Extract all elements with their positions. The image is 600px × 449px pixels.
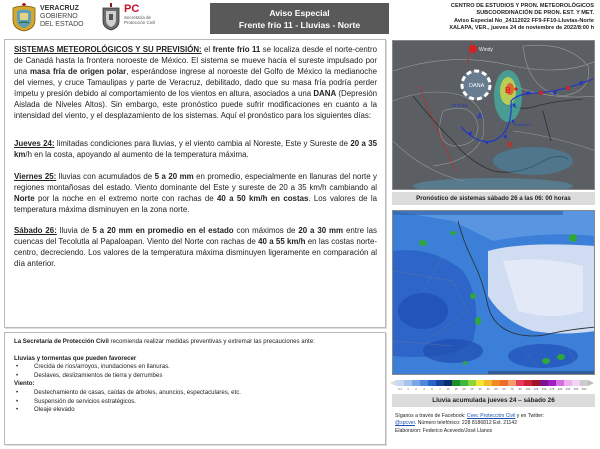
legend-swatch bbox=[580, 380, 588, 386]
synoptic-map-caption: Pronóstico de sistemas sábado 26 a las 06: 00 horas bbox=[392, 192, 595, 205]
legend-label: 2 bbox=[415, 387, 417, 391]
legend-swatch bbox=[444, 380, 452, 386]
synoptic-forecast-map bbox=[392, 40, 595, 190]
legend-label: 10 bbox=[446, 387, 450, 391]
legend-swatch bbox=[572, 380, 580, 386]
list-item: • Deslaves, deslizamientos de tierra y derrumbes bbox=[14, 372, 376, 381]
document-title: Aviso Especial Frente frío 11 - Lluvias - Norte bbox=[210, 3, 389, 34]
legend-label: 25 bbox=[470, 387, 474, 391]
forecast-friday: Viernes 25: lluvias con acumulados de 5 a 20 mm en promedio, especialmente en llanuras del norte y regiones montañosas del estado. Viento dominante del Este y sureste de 20 a 35 km/h cambiando al Norte por la noche en el extremo norte con rachas de 40 a 50 km/h en costas. Los valores de la temperatura máxima disminuyen en la zona norte. bbox=[14, 171, 378, 214]
legend-swatch bbox=[404, 380, 412, 386]
legend-swatch bbox=[540, 380, 548, 386]
list-item: • Suspensión de servicios estratégicos. bbox=[14, 398, 376, 407]
legend-swatch bbox=[564, 380, 572, 386]
legend-label: 40 bbox=[486, 387, 490, 391]
legend-swatch bbox=[460, 380, 468, 386]
synoptic-map-graphic bbox=[393, 41, 595, 190]
veracruz-logo-text: VERACRUZ GOBIERNO DEL ESTADO bbox=[40, 5, 84, 28]
legend-swatch bbox=[420, 380, 428, 386]
wind-list bbox=[14, 389, 376, 415]
legend-label: 3 bbox=[423, 387, 425, 391]
legend-swatch bbox=[428, 380, 436, 386]
legend-label: 300 bbox=[573, 387, 579, 391]
forecast-panel bbox=[4, 39, 386, 328]
rainfall-legend-labels bbox=[396, 387, 588, 391]
legend-swatch bbox=[468, 380, 476, 386]
legend-swatch bbox=[396, 380, 404, 386]
legend-swatch bbox=[508, 380, 516, 386]
rainfall-map-caption: Lluvia acumulada jueves 24 – sábado 26 bbox=[392, 394, 595, 407]
rainfall-color-legend bbox=[396, 380, 588, 386]
rainfall-map-graphic bbox=[393, 211, 595, 375]
protection-civil-logo-text: PC Secretaría de Protección Civil bbox=[124, 3, 156, 25]
legend-label: 7 bbox=[439, 387, 441, 391]
authors: Elaboraron: Federico Acevedo/José Llanos bbox=[395, 427, 493, 434]
legend-swatch bbox=[476, 380, 484, 386]
legend-swatch bbox=[548, 380, 556, 386]
legend-label: 60 bbox=[502, 387, 506, 391]
legend-label: 400 bbox=[581, 387, 587, 391]
legend-label: 100 bbox=[525, 387, 531, 391]
civil-protection-panel bbox=[4, 332, 386, 445]
list-item: • Destechamiento de casas, caídas de árboles, anuncios, espectaculares, etc. bbox=[14, 389, 376, 398]
svg-text:DANA: DANA bbox=[469, 83, 485, 89]
forecast-thursday: Jueves 24: limitadas condiciones para lluvias, y el viento cambia al Noreste, Este y Sureste de 20 a 35 km/h en la costa, apoyando al aumento de la temperatura máxima. bbox=[14, 139, 378, 159]
legend-swatch bbox=[484, 380, 492, 386]
header bbox=[0, 0, 600, 36]
legend-label: 175 bbox=[549, 387, 555, 391]
legend-label: 30 bbox=[478, 387, 482, 391]
legend-swatch bbox=[452, 380, 460, 386]
legend-swatch bbox=[556, 380, 564, 386]
legend-label: 0.1 bbox=[398, 387, 402, 391]
rainfall-accumulation-map bbox=[392, 210, 595, 375]
facebook-link[interactable]: Ceec Protección Civil bbox=[466, 413, 516, 419]
contact-info: Síganos a través de Facebook: Ceec Protección Civil y en Twitter: @spcver. Número telefónico: 228 8186812 Ext. 21142 Elaboraron: Federico Acevedo/José Llanos bbox=[395, 413, 545, 434]
legend-swatch bbox=[532, 380, 540, 386]
legend-right-arrow-icon bbox=[588, 380, 594, 386]
legend-label: 20 bbox=[462, 387, 466, 391]
legend-label: 150 bbox=[541, 387, 547, 391]
legend-label: 75 bbox=[510, 387, 514, 391]
svg-text:Alt.Fútar: Alt.Fútar bbox=[451, 103, 469, 108]
legend-label: 50 bbox=[494, 387, 498, 391]
forecast-intro: SISTEMAS METEOROLÓGICOS Y SU PREVISIÓN: el frente frío 11 se localiza desde el norte-centro de Canadá hasta la frontera noroeste de México. El sistema se mueve hacia el sureste impulsado por una masa fría de origen polar, esperándose ingrese al noroeste del Golfo de México la medianoche del viernes, y cruce Tamaulipas y parte de Veracruz, debilitado, dado que su masa fría podría perder ímpetu y presión debido al comportamiento de los vientos en altura, asociados a una DANA (Depresión Aislada de Niveles Altos). Sin embargo, este pronóstico puede sufrir modificaciones en cuanto a la intensidad del viento, y el desplazamiento de los sistemas. Aquí el pronóstico para los siguientes días: bbox=[14, 45, 378, 120]
svg-text:A: A bbox=[477, 112, 483, 121]
legend-label: 250 bbox=[565, 387, 571, 391]
legend-label: 1 bbox=[407, 387, 409, 391]
list-item: • Crecida de ríos/arroyos, inundaciones en llanuras. bbox=[14, 363, 376, 372]
legend-swatch bbox=[492, 380, 500, 386]
legend-label: 5 bbox=[431, 387, 433, 391]
forecast-saturday: Sábado 26: lluvia de 5 a 20 mm en promedio en el estado con máximos de 20 a 30 mm entre las cuencas del Tecolutla al Papaloapan. Viento del Norte con rachas de 40 a 55 km/h en las costas norte-centro, decreciendo. Los valores de la temperatura máxima disminuyen ligeramente en comparación al día anterior. bbox=[14, 226, 378, 268]
protection-civil-shield-icon bbox=[101, 3, 121, 31]
svg-text:B: B bbox=[505, 86, 511, 95]
legend-label: 90 bbox=[518, 387, 522, 391]
legend-label: 15 bbox=[454, 387, 458, 391]
legend-swatch bbox=[412, 380, 420, 386]
rain-heading: Lluvias y tormentas que pueden favorecer bbox=[14, 354, 137, 362]
twitter-link[interactable]: @spcver bbox=[395, 420, 415, 427]
wind-heading: Viento: bbox=[14, 380, 35, 388]
legend-label: 200 bbox=[557, 387, 563, 391]
legend-label: 125 bbox=[533, 387, 539, 391]
legend-swatch bbox=[500, 380, 508, 386]
civil-protection-lead: La Secretaría de Protección Civil recomienda realizar medidas preventivas y extremar las precauciones ante: bbox=[14, 338, 315, 345]
legend-swatch bbox=[436, 380, 444, 386]
issuing-organization: CENTRO DE ESTUDIOS Y PRON. METEOROLÓGICOS SUBCOORDINACIÓN DE PRON. EST. Y MET. Aviso Especial No_24112022 FF9-FF10-Lluvias-Norte XALAPA, VER., jueves 24 de noviembre de 2022/8:00 h bbox=[449, 3, 594, 32]
legend-swatch bbox=[524, 380, 532, 386]
veracruz-coat-of-arms-icon bbox=[8, 2, 40, 32]
svg-text:B: B bbox=[507, 142, 513, 149]
legend-swatch bbox=[516, 380, 524, 386]
svg-text:Windy: Windy bbox=[479, 47, 493, 53]
svg-text:Frente 11: Frente 11 bbox=[514, 122, 531, 127]
rain-list bbox=[14, 363, 376, 380]
list-item: • Oleaje elevado bbox=[14, 406, 376, 415]
